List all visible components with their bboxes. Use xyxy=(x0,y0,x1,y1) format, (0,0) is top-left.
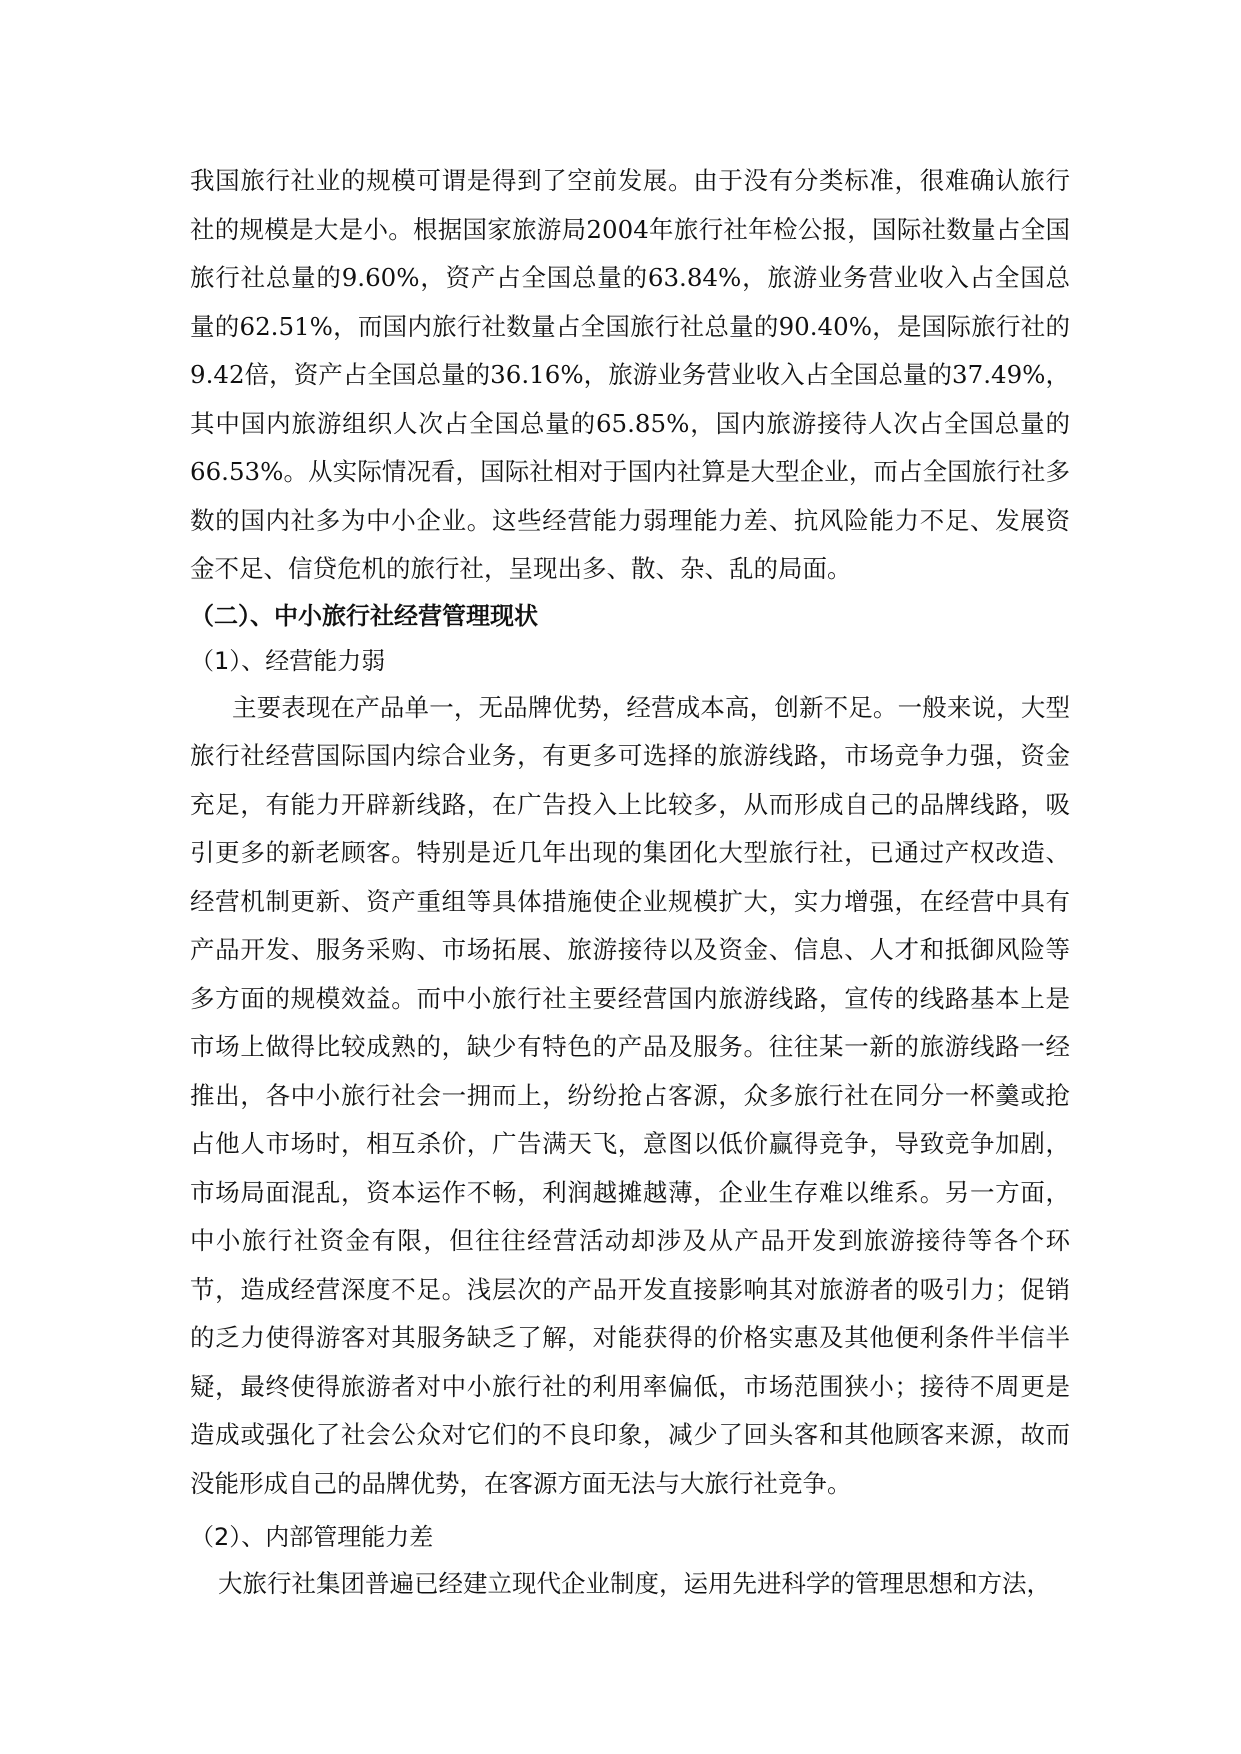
subsection-heading-2: （2）、内部管理能力差 xyxy=(190,1523,434,1551)
intro-paragraph: 我国旅行社业的规模可谓是得到了空前发展。由于没有分类标准，很难确认旅行社的规模是大是小。根据国家旅游局2004年旅行社年检公报，国际社数量占全国旅行社总量的9.60%，资产占全国总量的63.84%，旅游业务营业收入占全国总量的62.51%，而国内旅行社数量占全国旅行社总量的90.40%，是国际旅行社的9.42倍，资产占全国总量的36.16%，旅游业务营业收入占全国总量的37.49%，其中国内旅游组织人次占全国总量的65.85%，国内旅游接待人次占全国总量的66.53%。从实际情况看，国际社相对于国内社算是大型企业，而占全国旅行社多数的国内社多为中小企业。这些经营能力弱理能力差、抗风险能力不足、发展资金不足、信贷危机的旅行社，呈现出多、散、杂、乱的局面。 xyxy=(190,166,1070,583)
section-heading: （二）、中小旅行社经营管理现状 xyxy=(190,601,538,630)
subsection-1-paragraph: 主要表现在产品单一，无品牌优势，经营成本高，创新不足。一般来说，大型旅行社经营国际国内综合业务，有更多可选择的旅游线路，市场竞争力强，资金充足，有能力开辟新线路，在广告投入上比较多，从而形成自己的品牌线路，吸引更多的新老顾客。特别是近几年出现的集团化大型旅行社，已通过产权改造、经营机制更新、资产重组等具体措施使企业规模扩大，实力增强，在经营中具有产品开发、服务采购、市场拓展、旅游接待以及资金、信息、人才和抵御风险等多方面的规模效益。而中小旅行社主要经营国内旅游线路，宣传的线路基本上是市场上做得比较成熟的，缺少有特色的产品及服务。往往某一新的旅游线路一经推出，各中小旅行社会一拥而上，纷纷抢占客源，众多旅行社在同分一杯羹或抢占他人市场时，相互杀价，广告满天飞，意图以低价赢得竞争，导致竞争加剧，市场局面混乱，资本运作不畅，利润越摊越薄，企业生存难以维系。另一方面，中小旅行社资金有限，但往往经营活动却涉及从产品开发到旅游接待等各个环节，造成经营深度不足。浅层次的产品开发直接影响其对旅游者的吸引力；促销的乏力使得游客对其服务缺乏了解，对能获得的价格实惠及其他便利条件半信半疑，最终使得旅游者对中小旅行社的利用率偏低，市场范围狭小；接待不周更是造成或强化了社会公众对它们的不良印象，减少了回头客和其他顾客来源，故而没能形成自己的品牌优势，在客源方面无法与大旅行社竞争。 xyxy=(190,692,1070,1498)
subsection-2-paragraph: 大旅行社集团普遍已经建立现代企业制度，运用先进科学的管理思想和方法， xyxy=(218,1569,1051,1598)
document-body xyxy=(190,157,1070,1609)
subsection-heading-1: （1）、经营能力弱 xyxy=(190,646,386,675)
